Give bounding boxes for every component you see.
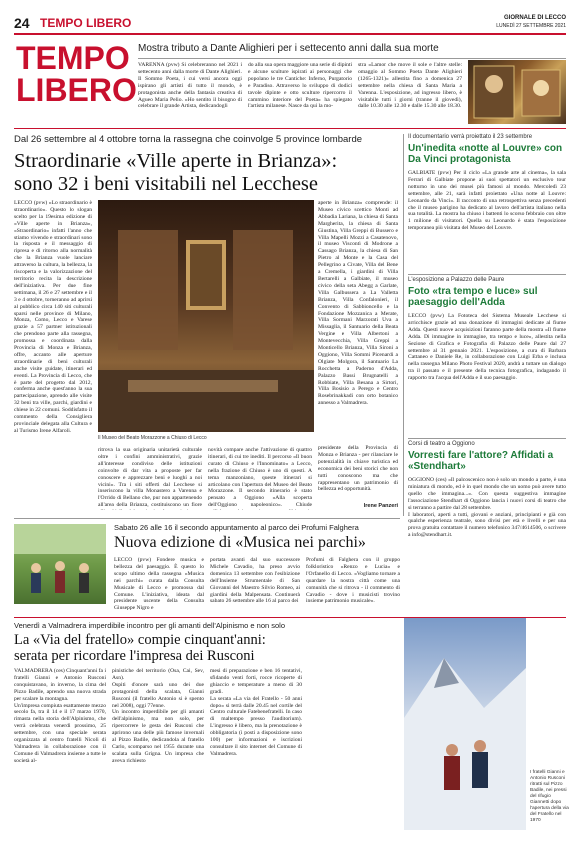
ville-photo xyxy=(98,200,314,432)
section-rule-2 xyxy=(14,518,400,519)
musica-kicker: Sabato 26 alle 16 il secondo appuntamento al parco dei Profumi Falghera xyxy=(114,523,359,532)
dante-kicker: Mostra tributo a Dante Alighieri per i settecento anni dalla sua morte xyxy=(138,43,439,54)
ville-title-line1: Straordinarie «Ville aperte in Brianza»: xyxy=(14,150,338,172)
corsi-body: OGGIONO (ces) «Il palcoscenico non è solo un mondo a parte, è una miniatura di mondo, ed è in quel mondo che un uomo può avere tutto quello che immagina...». Con questa suggestiva immagine l'associazione Stendhart di Oggiono lancia i nuovi corsi di teatro che si terranno a partire dal 28 settembre. I laboratori, aperti a tutti, giovani e anziani, principianti e già con qualche esperienza teatrale, sono divisi per età e livelli e per una prova gratuita contattare il numero telefonico 347/4614506, o scrivere a info@stendhart.it. xyxy=(408,477,566,539)
header-rule xyxy=(14,33,566,35)
dante-col1: VARENNA (pvw) Si celebreranno nel 2021 i settecento anni dalla morte di Dante Alighieri. Il Sommo Poeta, i cui versi ancora oggi ispirano gli artisti di tutto il mondo, è protagonista anche della fantasia creativa di Agueo Maria Pelio. «Ho sentito il bisogno di celebrare il grande Artista, dedicandogli xyxy=(138,62,242,110)
page-header xyxy=(14,14,566,32)
louvre-title: Un'inedita «notte al Louvre» con Da Vinci protagonista xyxy=(408,143,563,165)
sidebar-rule-1 xyxy=(408,274,566,275)
fratello-col1: VALMADRERA (ces) Cinquant'anni fa i fratelli Gianni e Antonio Rusconi conquistavano, in inverno, la cima del Pizzo Badile, aprendo una nuova strada per scalare la montagna. Un'impresa compiuta esattamente mezzo secolo fa, tra il 14 e il 17 marzo 1970, rimasta nella storia dell'Alpinismo, che verrà celebrata venerdì prossimo, 25 settembre, con una speciale serata organizzata al centro fratelli Nicoli di Valmadrera in collaborazione con il Comune di Valmadrera insieme a tutte le società al- xyxy=(14,668,106,764)
ville-title xyxy=(14,150,394,196)
foto-title: Foto «tra tempo e luce» sul paesaggio dell'Adda xyxy=(408,286,538,308)
ville-col3: novità compare anche l'attivazione di quattro itinerari, di cui tre inediti. Il percorso «Il buon curato di Chiuso e l'Innominato» a Lecco, nella frazione di Chiuso è uno di questi. A tema manzoniano, queste itinerari si articolano con l'apertura del Museo del Beato Morazzone. Il secondo itinerario è stato pensato a Oggiono «Alla scoperta dell'Oggiono napoleonico». Chiude xyxy=(208,447,312,509)
section-label xyxy=(16,40,137,108)
musica-photo xyxy=(14,524,106,604)
ville-photo-caption: Il Museo del Beato Morazzone a Chiuso di Lecco xyxy=(98,435,207,441)
masthead: GIORNALE DI LECCO xyxy=(503,15,566,21)
fratello-col2: pinistiche del territorio (Osa, Cai, Sev, Asn). Ospiti d'onore sarà uno dei due protagonisti della scalata, Gianni Rusconi (il fratello Antonio si è spento nel 2008), oggi 77enne. Un incontro imperdibile per gli amanti dell'alpinismo, ma non solo, per ripercorrere le gesta dei Rusconi che aprirono una delle più famose invernali al Pizzo Badile, dedicandola al fratello Carlo, scomparso nel 1955 durante una scalata sulla Grigna. Un impresa che aveva richiesto xyxy=(112,668,204,764)
fratello-photo xyxy=(404,618,526,830)
louvre-body: GALBIATE (pvw) Per il ciclo «La grande arte al cinema», la sala Ferrari di Galbiate propone ai suoi spettatori un esclusivo tour notturno in uno dei musei più famosi al mondo. Mercoledì 23 settembre, alle 21, sarà infatti proiettato «Una notte al Louvre: Leonardo da Vinci». Il racconto di una retrospettiva senza precedenti che il museo parigino ha dedicato al lavoro dell'artista italiano nella sua totalità. La mostra ha chiuso i battenti lo scorso febbraio con oltre 1 milione di visitatori. Quella su Leonardo è stata l'esposizione temporanea più visitata del Museo del Louvre. xyxy=(408,170,566,232)
dante-col2: do alla sua opera maggiore una serie di dipinti e alcune sculture ispirati ai personaggi che popolano le tre Cantiche: Inferno, Purgatorio e Paradiso. Attraverso lo sviluppo di dodici tavole dipinte e otto sculture ripercorro il cammino interiore del Poeta» ha spiegato l'artista milanese. Nasce da qui la mo- xyxy=(248,62,352,110)
fratello-title-line2: serata per ricordare l'impresa dei Rusconi xyxy=(14,648,255,664)
page-number: 24 xyxy=(14,15,30,31)
sidebar-rule-2 xyxy=(408,438,566,439)
museum-interior-image xyxy=(98,200,314,432)
section-name: TEMPO LIBERO xyxy=(40,16,132,30)
fratello-title-line1: La «Via del fratello» compie cinquant'anni: xyxy=(14,632,266,648)
climbers-on-snow-image xyxy=(404,618,526,830)
louvre-kicker: Il documentario verrà proiettato il 23 settembre xyxy=(408,134,533,140)
ville-col1: LECCO (pvw) «Lo straordinario è straordinario». Questo lo slogan scelto per la 19esima edizione di «Ville aperte in Brianza», «Straordinario» infatti l'anno che stiamo vivendo e straordinari sono la risposta e il messaggio di ripresa e di ritorno alla normalità che la Brianza vuole lanciare attraverso la cultura, la bellezza, la riscoperta e la valorizzazione del territorio recita la descrizione dell'iniziativa. Per due fine settimana, il 26 e 27 settembre e il 3 e 4 ottobre, torneranno ad aprirsi al pubblico circa 140 siti culturali sparsi nelle province di Milano, Monza, Como, Lecco e Varese grazie a 57 partner istituzionali che prendono parte alla rassegna, promossa e coordinata dalla Provincia di Monza e Brianza, offre, accanto alle aperture straordinarie di beni culturali anche visite guidate, itinerari ed eventi. La Provincia di Lecco, che è parte del progetto dal 2012, conferma anche quest'anno la sua partecipazione, aprendo alle visite 32 beni tra ville, parchi, giardini e chiese in 22 comuni. Soddisfatto il commento della Consigliera provinciale delegata alla Cultura e al Turismo Irene Alfaroli. xyxy=(14,200,92,434)
foto-body: LECCO (pvw) La Fototeca del Sistema Museale Lecchese si arricchisce grazie ad una donazione di immagini dedicate al fiume Adda. Questi nuove acquisizioni faranno parte della mostra «Il fiume Adda. Di immagine in immagine, tra tempo e luce», allestita nella Sezione di Grafica e Fotografia di Palazzo delle Paure dal 27 settembre al 31 gennaio 2021. L'esposizione, a cura di Barbara Cattaneo e Daniele Re, in collaborazione con Luigi Erba e inclusa nella rassegna Milano Photo Festival 2020, andrà a tuttare un dialogo tra il passato e il presente della tecnica fotografica, indagando il rapporto tra l'acqua dell'Adda e il suo paesaggio. xyxy=(408,313,566,382)
fratello-title xyxy=(14,632,404,664)
fratello-photo-caption: I fratelli Gianni e Antonio Rusconi ritratti sul Pizzo Badile, nei pressi del rifugio Giannetti dopo l'apertura della via del Fratello nel 1970 xyxy=(530,770,569,823)
fratello-kicker: Venerdì a Valmadrera imperdibile incontro per gli amanti dell'Alpinismo e non solo xyxy=(14,621,286,630)
musica-title: Nuova edizione di «Musica nei parchi» xyxy=(114,534,366,551)
corsi-kicker: Corsi di teatro a Oggiono xyxy=(408,441,475,447)
fratello-col3: mesi di preparazione e ben 16 tentativi, sfidando venti forti, rocce ricoperte di ghiaccio e temperature a meno di 30 gradi. La serata «La via del Fratello - 50 anni dopo» si terrà dalle 20.45 nel cortile del Centro culturale Fatebenefratelli. In caso di maltempo presso l'auditorium). L'ingresso è libero, ma la prenotazione è obbligatoria (i posti a disposizione sono 100) per informazioni e iscrizioni consultare il sito internet del Comune di Valmadrera. xyxy=(210,668,302,757)
musicians-in-park-image xyxy=(14,524,106,604)
ville-col5: presidente della Provincia di Monza e Brianza - per rilanciare le potenzialità in chiave turistica ed economica dei beni storici che non tutti conoscono ma che rappresentano un patrimonio di bellezza ed opportunità. xyxy=(318,445,398,493)
musica-col1: LECCO (pvw) Fondere musica e bellezza del paesaggio. È questo lo scopo ultimo della rassegna «Musica nei parchi» curata dalla Consulta Musicale di Lecco e promossa dal Comune. L'iniziativa, ideata dal presidente uscente della Consulta Giuseppe Nigro e xyxy=(114,557,204,611)
ville-title-line2: sono 32 i beni visitabili nel Lecchese xyxy=(14,173,319,195)
musica-col2: portata avanti dal suo successore Michele Cavadio, ha preso avvio domenica 13 settembre con l'esibizione dell'Insieme Strumentale di San Giovanni del Maestro Silvio Romeo, ai giardini della Malpensata. Continuerà sabato 26 settembre alle 16 al parco dei xyxy=(210,557,300,605)
foto-kicker: L'esposizione a Palazzo delle Paure xyxy=(408,277,505,283)
ville-col4: aperte in Brianza» comprende: il Museo civico scettico Monti ad Abbadia Lariana, la chiesa di Santa Margherita, la chiesa di Santa Giustina, Villa Greppi di Bussero e Villa Mapelli Mozzi a Casatenovo, il museo Viscontì di Modrone a Cassago Brianza, la chiesa di San Pietro al Monte e la Casa del Pellegrino a Civate, Villa del Bene a Cremella, i giardini di Villa Bertarelli a Galbiate, il museo civico della seta Abegg a Garlate, Villa Galbussera a La Valletta Brianza, Villa Confalonieri, il Convento di Sabbioncello e la Fondazione Mozzanica a Merate, Villa Sormani Marzorati Uva a Missaglia, il Santuario della Beata Vergine e Villa Albertoni a Montevecchia, Villa Greppi a Monticello Brianza, Villa Sironi a Oggiono, Villa Sommi Picenardi a Olgiate Molgora, il Santuario La Rocchetta a Paderno d'Adda, Palazzo Bassi Brugnatelli a Robbiate, Villa Besana a Sirtori, Villa Bosisio a Perego e Centro Rosebrinakkadi con orto botanico annesso a Valmadrera. xyxy=(318,200,398,407)
dante-artwork-image xyxy=(468,60,566,124)
ville-col2: ritrova la sua originaria unitarietà culturale oltre i confini amministrativi, grazie all'interesse condiviso delle istituzioni coinvolte di dar vita a proposte per far conoscere e apprezzare beni e luoghi a noi vicini». Tra i siti offerti dal Lecchese si inseriscono la villa Monastero a Varenna e l'Orrido di Bellano che, pur non appartenendo all'area della Brianza, costituiscono un fiore xyxy=(98,447,202,509)
section-label-line1: TEMPO xyxy=(16,40,130,76)
dante-rule xyxy=(138,58,566,59)
ville-signature: Irene Panzeri xyxy=(363,503,398,509)
dante-photo xyxy=(468,60,566,124)
dante-col3: stra «Lamor che move il sole e l'altre stelle: omaggio al Sommo Poeta Dante Alighieri (1265-1321)» allestita fino a domenica 27 settembre nella chiesa di Santa Maria a Varenna. L'esposizione, ad ingresso libero, è visitabile tutti i giorni (tranne il giovedì), dalle 10.30 alle 12.30 e dalle 15.30 alle 18.30. xyxy=(358,62,462,110)
sidebar-divider xyxy=(403,134,404,516)
musica-col3: Profumi di Falghera con il gruppo folkloristico «Renzo e Lucia» e l'Orfanello di Lecco. «Vogliamo tornare a quardare la nostra città come una comunità che si ritrova - il commento di Cavadio - dove i musicisti trovino insieme patrimonio musicale». xyxy=(306,557,400,605)
corsi-title: Vorresti fare l'attore? Affidati a «Stendhart» xyxy=(408,450,554,472)
ville-kicker: Dal 26 settembre al 4 ottobre torna la rassegna che coinvolge 5 province lombarde xyxy=(14,134,363,145)
issue-date: LUNEDÌ 27 SETTEMBRE 2021 xyxy=(496,23,566,29)
section-label-line2: LIBERO xyxy=(16,72,137,108)
section-rule-1 xyxy=(14,128,566,129)
